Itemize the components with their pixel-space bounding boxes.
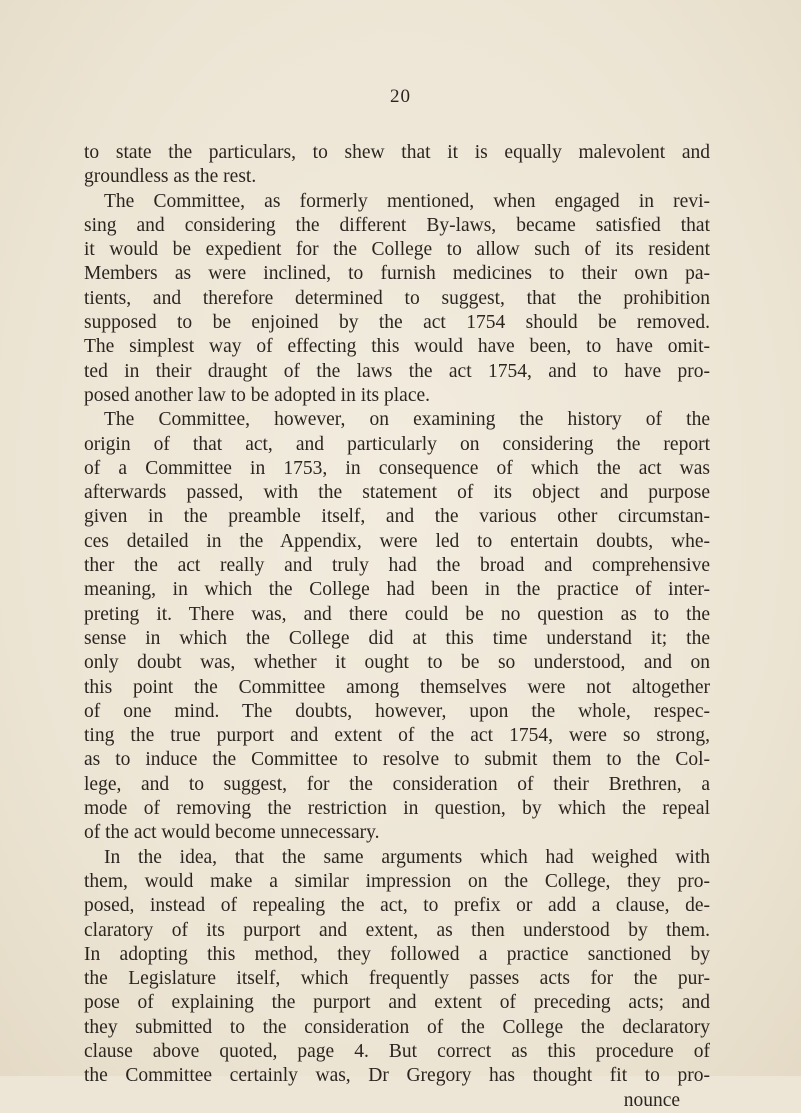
text-line: as to induce the Committee to resolve to submit them to the Col- xyxy=(84,749,710,771)
text-line: it would be expedient for the College to allow such of its resident xyxy=(84,239,710,261)
text-line: given in the preamble itself, and the various other circumstan- xyxy=(84,506,710,528)
text-line: of the act would become unnecessary. xyxy=(84,822,380,844)
text-line: only doubt was, whether it ought to be so understood, and on xyxy=(84,652,710,674)
text-line: afterwards passed, with the statement of its object and purpose xyxy=(84,482,710,504)
text-line: they submitted to the consideration of the College the declaratory xyxy=(84,1016,710,1038)
text-line: ted in their draught of the laws the act 1754, and to have pro- xyxy=(84,360,710,382)
text-line: the Legislature itself, which frequently passes acts for the pur- xyxy=(84,968,710,990)
text-line: to state the particulars, to shew that it is equally malevolent and xyxy=(84,142,710,163)
page-number: 20 xyxy=(390,86,411,107)
text-line: pose of explaining the purport and extent of preceding acts; and xyxy=(84,992,710,1014)
text-line: ting the true purport and extent of the act 1754, were so strong, xyxy=(84,725,710,747)
text-line: posed another law to be adopted in its place. xyxy=(84,384,431,406)
text-line: of a Committee in 1753, in consequence of which the act was xyxy=(84,457,710,479)
text-line: The simplest way of effecting this would have been, to have omit- xyxy=(84,336,710,358)
text-line: In the idea, that the same arguments which had weighed with xyxy=(104,846,710,868)
text-line: ther the act really and truly had the broad and comprehensive xyxy=(84,555,710,577)
text-line: this point the Committee among themselves were not altogether xyxy=(84,676,710,698)
text-line: them, would make a similar impression on the College, they pro- xyxy=(84,870,710,892)
text-line: sing and considering the different By-laws, became satisfied that xyxy=(84,214,710,236)
text-line: preting it. There was, and there could be no question as to the xyxy=(84,603,710,625)
text-line: nounce xyxy=(623,1089,680,1111)
text-line: sense in which the College did at this time understand it; the xyxy=(84,627,710,649)
text-line: tients, and therefore determined to suggest, that the prohibition xyxy=(84,287,710,309)
text-line: mode of removing the restriction in question, by which the repeal xyxy=(84,798,710,820)
text-line: meaning, in which the College had been in the practice of inter- xyxy=(84,579,710,601)
text-line: the Committee certainly was, Dr Gregory has thought fit to pro- xyxy=(84,1065,710,1087)
text-line: supposed to be enjoined by the act 1754 should be removed. xyxy=(84,312,710,334)
text-line: In adopting this method, they followed a practice sanctioned by xyxy=(84,943,710,965)
text-line: clause above quoted, page 4. But correct as this procedure of xyxy=(84,1040,710,1062)
text-line: Members as were inclined, to furnish medicines to their own pa- xyxy=(84,263,710,285)
text-line: The Committee, however, on examining the history of the xyxy=(104,409,710,431)
text-line: The Committee, as formerly mentioned, when engaged in revi- xyxy=(104,190,710,212)
text-line: claratory of its purport and extent, as then understood by them. xyxy=(84,919,710,941)
body-text xyxy=(84,141,710,1113)
text-line: lege, and to suggest, for the consideration of their Brethren, a xyxy=(84,773,710,795)
text-line: posed, instead of repealing the act, to prefix or add a clause, de- xyxy=(84,895,710,917)
text-line: ces detailed in the Appendix, were led to entertain doubts, whe- xyxy=(84,530,710,552)
text-line: origin of that act, and particularly on considering the report xyxy=(84,433,710,455)
text-line: of one mind. The doubts, however, upon the whole, respec- xyxy=(84,700,710,722)
text-line: groundless as the rest. xyxy=(84,166,257,188)
